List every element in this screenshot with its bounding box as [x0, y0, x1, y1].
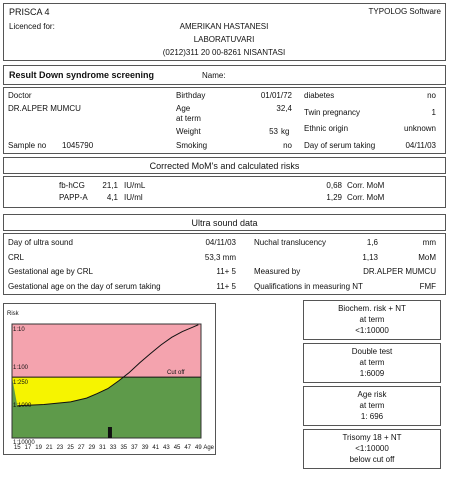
mom-value: 0,68	[326, 181, 342, 190]
lab-line-3: (0212)311 20 00-8261 NISANTASI	[162, 48, 286, 57]
measured-by-label: Measured by	[254, 267, 301, 276]
x-tick-label: 41	[152, 445, 160, 451]
twin-label: Twin pregnancy	[304, 108, 361, 117]
us-day-label: Day of ultra sound	[8, 238, 73, 247]
mom-analyte-unit: IU/ml	[124, 193, 143, 202]
y-tick-label: 1:10000	[13, 440, 35, 446]
age-sub-label: at term	[176, 114, 201, 123]
us-day-value: 04/11/03	[205, 238, 236, 247]
risk-box-age	[303, 386, 441, 426]
lab-line-2: LABORATUVARI	[193, 35, 255, 44]
risk-box-title: Biochem. risk + NT	[338, 304, 406, 313]
mom-title-bar	[3, 157, 446, 174]
ga-serum-label: Gestational age on the day of serum taking	[8, 282, 161, 291]
x-tick-label: 19	[35, 445, 42, 451]
result-title-bar	[3, 65, 446, 85]
qualification-label: Qualifications in measuring NT	[254, 282, 363, 291]
cutoff-label: Cut off	[167, 370, 185, 377]
age-label: Age	[176, 104, 191, 113]
x-tick-label: 29	[88, 445, 96, 451]
serum-day-label: Day of serum taking	[304, 141, 376, 150]
ultrasound-title: Ultra sound data	[191, 218, 258, 228]
ultrasound-panel	[3, 233, 446, 295]
doctor-label: Doctor	[8, 91, 32, 100]
age-value: 32,4	[276, 104, 292, 113]
mom-analyte-value: 21,1	[102, 181, 118, 190]
y-tick-label: 1:10	[13, 327, 25, 333]
x-tick-label: 21	[45, 445, 53, 451]
y-axis-label: Risk	[7, 311, 19, 317]
doctor-name: DR.ALPER MUMCU	[8, 104, 81, 113]
result-title: Result Down syndrome screening	[9, 70, 155, 80]
y-tick-label: 1:250	[13, 380, 29, 387]
twin-value: 1	[431, 108, 436, 117]
risk-box-value: 1: 696	[360, 412, 384, 421]
risk-box-sub: at term	[359, 358, 385, 367]
risk-box-title: Double test	[351, 347, 393, 356]
risk-box-title: Trisomy 18 + NT	[342, 433, 402, 442]
x-tick-label: 33	[109, 445, 117, 451]
qualification-value: FMF	[419, 282, 436, 291]
serum-day-value: 04/11/03	[405, 141, 436, 150]
mom-label: Corr. MoM	[347, 193, 385, 202]
smoking-label: Smoking	[176, 141, 208, 150]
x-tick-label: 37	[131, 445, 138, 451]
mom-analyte-name: PAPP-A	[59, 193, 88, 202]
risk-box-trisomy18	[303, 429, 441, 469]
app-name: PRISCA 4	[9, 7, 50, 17]
nt-mom-unit: MoM	[418, 253, 436, 262]
ultrasound-title-bar	[3, 214, 446, 231]
weight-label: Weight	[176, 127, 201, 136]
mom-label: Corr. MoM	[347, 181, 385, 190]
ga-crl-value: 11+ 5	[216, 267, 236, 276]
ethnic-value: unknown	[403, 124, 436, 133]
patient-info-panel	[3, 87, 446, 154]
diabetes-label: diabetes	[304, 91, 335, 100]
risk-box-sub: at term	[359, 315, 385, 324]
ga-serum-value: 11+ 5	[216, 282, 236, 291]
risk-box-title: Age risk	[357, 390, 387, 399]
risk-box-biochem	[303, 300, 441, 340]
nt-label: Nuchal translucency	[254, 238, 327, 247]
risk-box-value: <1:10000	[355, 326, 389, 335]
x-tick-label: 17	[24, 445, 32, 451]
x-tick-label: 23	[56, 445, 64, 451]
x-tick-label: 31	[99, 445, 106, 451]
x-tick-label: 45	[173, 445, 181, 451]
weight-unit: kg	[281, 127, 290, 136]
x-tick-label: 43	[163, 445, 170, 451]
risk-chart-panel	[3, 303, 216, 455]
risk-box-double-test	[303, 343, 441, 383]
crl-label: CRL	[8, 253, 25, 262]
mom-panel	[3, 176, 446, 208]
licenced-for-label: Licenced for:	[9, 22, 55, 31]
name-label: Name:	[202, 71, 226, 80]
x-tick-label: 15	[13, 445, 21, 451]
x-tick-label: 39	[141, 445, 149, 451]
x-axis-label: Age	[203, 445, 214, 451]
sample-value: 1045790	[62, 141, 94, 150]
smoking-value: no	[283, 141, 292, 150]
x-tick-label: 47	[184, 445, 192, 451]
mom-title: Corrected MoM's and calculated risks	[149, 161, 300, 171]
birthday-label: Birthday	[176, 91, 206, 100]
sample-label: Sample no	[8, 141, 47, 150]
measured-by-value: DR.ALPER MUMCU	[363, 267, 436, 276]
y-tick-label: 1:100	[13, 365, 29, 371]
ga-crl-label: Gestational age by CRL	[8, 267, 93, 276]
nt-value: 1,6	[366, 238, 378, 247]
x-tick-label: 27	[77, 445, 85, 451]
x-tick-label: 49	[194, 445, 202, 451]
crl-value: 53,3 mm	[204, 253, 236, 262]
mom-analyte-value: 4,1	[106, 193, 118, 202]
patient-marker	[108, 427, 112, 438]
birthday-value: 01/01/72	[260, 91, 292, 100]
risk-box-sub: at term	[359, 401, 385, 410]
x-tick-label: 35	[120, 445, 128, 451]
risk-box-value: 1:6009	[359, 369, 385, 378]
nt-unit: mm	[422, 238, 436, 247]
lab-line-1: AMERIKAN HASTANESI	[179, 22, 269, 31]
header-panel	[3, 3, 446, 61]
risk-chart	[4, 304, 215, 454]
mom-analyte-unit: IU/mL	[124, 181, 146, 190]
vendor-name: TYPOLOG Software	[368, 7, 441, 16]
risk-box-sub: <1:10000	[355, 444, 389, 453]
risk-box-value: below cut off	[349, 455, 395, 464]
nt-mom-value: 1,13	[362, 253, 378, 262]
y-tick-label: 1:1000	[13, 403, 32, 409]
x-tick-label: 25	[67, 445, 74, 451]
mom-value: 1,29	[326, 193, 342, 202]
weight-value: 53	[269, 127, 278, 136]
mom-analyte-name: fb-hCG	[59, 181, 85, 190]
diabetes-value: no	[427, 91, 436, 100]
ethnic-label: Ethnic origin	[304, 124, 349, 133]
